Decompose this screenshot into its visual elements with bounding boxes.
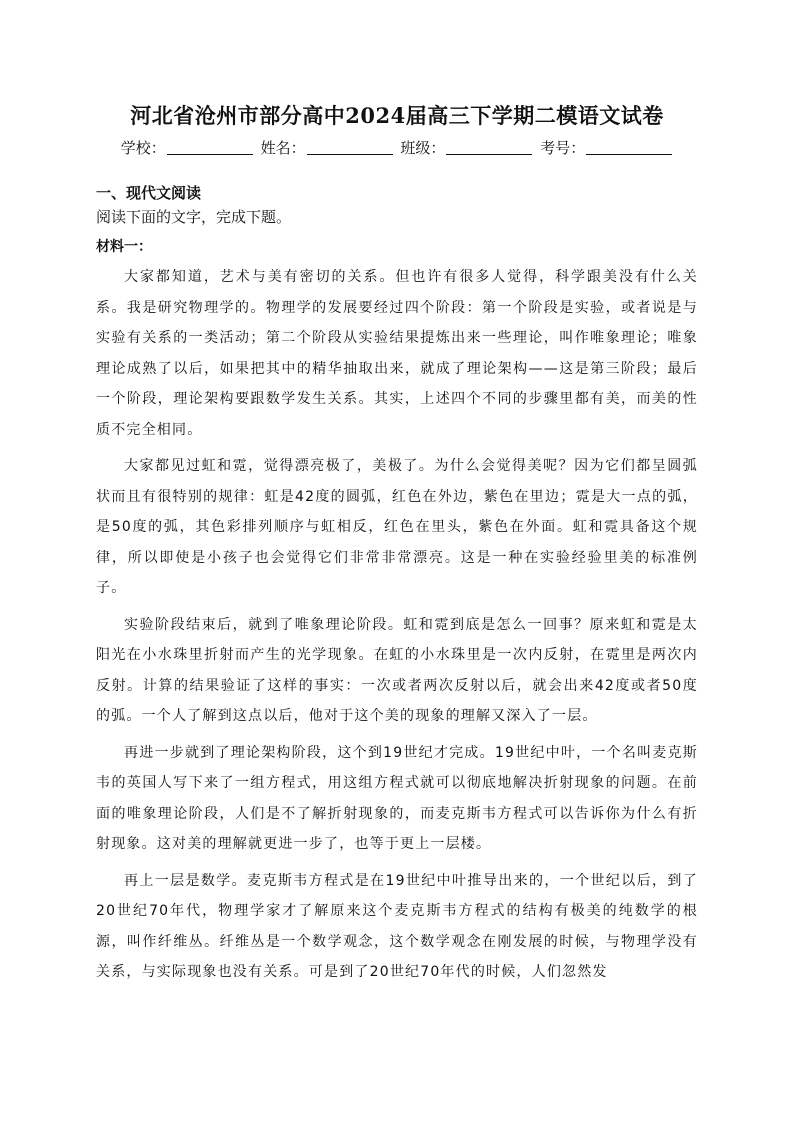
school-blank	[167, 140, 253, 155]
name-blank	[307, 140, 393, 155]
name-label: 姓名：	[260, 139, 306, 157]
class-label: 班级：	[400, 139, 446, 157]
material-label: 材料一：	[96, 239, 152, 255]
paragraph: 再进一步就到了理论架构阶段，这个到19世纪才完成。19世纪中叶，一个名叫麦克斯韦的英国人写下来了一组方程式，用这组方程式就可以彻底地解决折射现象的问题。在前面的唯象理论阶段，人们是不了解折射现象的，而麦克斯韦方程式可以告诉你为什么有折射现象。这对美的理解就更进一步了，也等于更上一层楼。	[96, 744, 698, 852]
exam-number-blank	[586, 140, 672, 155]
paragraph: 再上一层是数学。麦克斯韦方程式是在19世纪中叶推导出来的，一个世纪以后，到了20世纪70年代，物理学家才了解原来这个麦克斯韦方程式的结构有极美的纯数学的根源，叫作纤维丛。纤维丛是一个数学观念，这个数学观念在刚发展的时候，与物理学没有关系，与实际现象也没有关系。可是到了20世纪70年代的时候，人们忽然发	[96, 872, 698, 980]
school-label: 学校：	[120, 139, 166, 157]
passage-body	[96, 262, 698, 994]
paragraph: 实验阶段结束后，就到了唯象理论阶段。虹和霓到底是怎么一回事？原来虹和霓是太阳光在小水珠里折射而产生的光学现象。在虹的小水珠里是一次内反射，在霓里是两次内反射。计算的结果验证了这样的事实：一次或者两次反射以后，就会出来42度或者50度的弧。一个人了解到这点以后，他对于这个美的现象的理解又深入了一层。	[96, 616, 698, 724]
reading-instruction: 阅读下面的文字，完成下题。	[96, 208, 292, 226]
class-blank	[446, 140, 532, 155]
paragraph: 大家都见过虹和霓，觉得漂亮极了，美极了。为什么会觉得美呢？因为它们都呈圆弧状而且有很特别的规律：虹是42度的圆弧，红色在外边，紫色在里边；霓是大一点的弧，是50度的弧，其色彩排列顺序与虹相反，红色在里头，紫色在外面。虹和霓具备这个规律，所以即使是小孩子也会觉得它们非常非常漂亮。这是一种在实验经验里美的标准例子。	[96, 458, 698, 596]
exam-number-label: 考号：	[540, 139, 586, 157]
section-heading: 一、现代文阅读	[96, 184, 202, 202]
paragraph: 大家都知道，艺术与美有密切的关系。但也许有很多人觉得，科学跟美没有什么关系。我是研究物理学的。物理学的发展要经过四个阶段：第一个阶段是实验，或者说是与实验有关系的一类活动；第二个阶段从实验结果提炼出来一些理论，叫作唯象理论；唯象理论成熟了以后，如果把其中的精华抽取出来，就成了理论架构——这是第三阶段；最后一个阶段，理论架构要跟数学发生关系。其实，上述四个不同的步骤里都有美，而美的性质不完全相同。	[96, 269, 698, 438]
exam-title: 河北省沧州市部分高中2024届高三下学期二模语文试卷	[130, 103, 664, 128]
student-info-line	[0, 137, 794, 158]
